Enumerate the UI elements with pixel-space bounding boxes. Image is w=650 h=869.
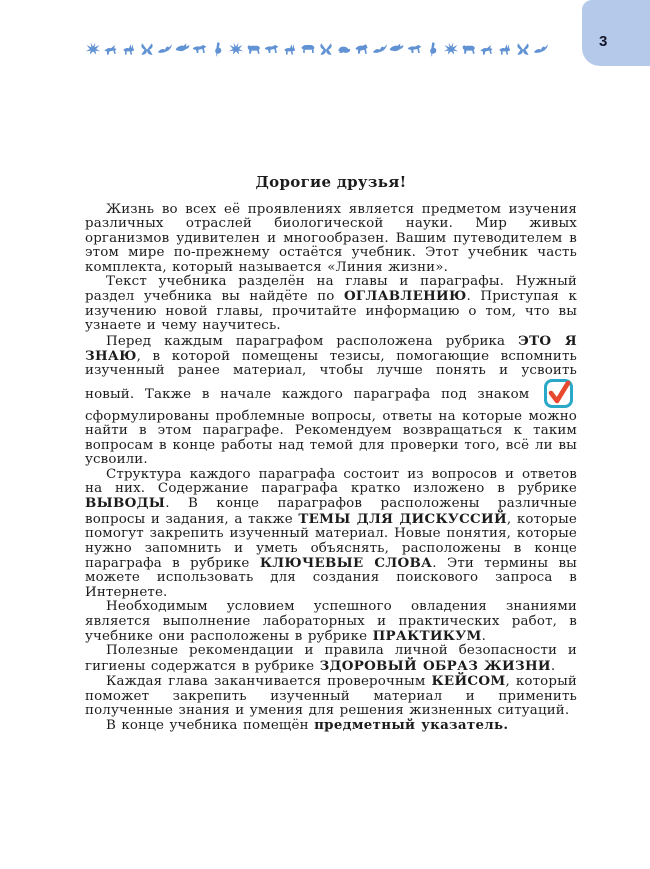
rubric-name: ЭТО Я ЗНАЮ: [85, 332, 577, 365]
spider-icon: [85, 41, 101, 57]
rubric-name: ОГЛАВЛЕНИЮ: [343, 288, 467, 305]
dog-icon: [264, 41, 280, 57]
paragraph: В конце учебника помещён предметный указатель.: [106, 717, 509, 734]
hare-icon: [121, 41, 137, 57]
butterfly-icon: [318, 41, 334, 57]
hare-icon: [282, 41, 298, 57]
kangaroo-icon: [479, 41, 495, 57]
page-number: 3: [599, 33, 608, 50]
page-title: Дорогие друзья!: [255, 173, 407, 191]
chameleon-icon: [336, 41, 352, 57]
rubric-name: КЛЮЧЕВЫЕ СЛОВА: [259, 554, 433, 571]
bull-icon: [461, 41, 477, 57]
paragraph: Жизнь во всех её проявлениях является предметом изучения различных отраслей биологической науки. Мир живых организмов удивителен и многообразен. Вашим путеводителем в этом мире по-прежнему остаётся учебник. Этот учебник часть комплекта, который называется «Линия жизни».: [85, 202, 577, 275]
rubric-name: КЕЙСОМ: [431, 673, 506, 690]
heron-icon: [425, 41, 441, 57]
whale-icon: [175, 41, 191, 57]
paragraph: Текст учебника разделён на главы и параграфы. Нужный раздел учебника вы найдёте по ОГЛАВЛЕНИЮ. Приступая к изучению новой главы, прочитайте информацию о том, что вы узнаете и чему научитесь.: [85, 274, 577, 334]
rubric-name: ТЕМЫ ДЛЯ ДИСКУССИЙ: [298, 510, 507, 527]
rubric-name: ВЫВОДЫ: [85, 495, 166, 512]
butterfly-icon: [139, 41, 155, 57]
butterfly-icon: [515, 41, 531, 57]
animal-silhouettes-frieze: [85, 39, 549, 57]
body-paragraphs: [85, 203, 577, 734]
crab-icon: [443, 41, 459, 57]
page-content: [85, 174, 577, 734]
paragraph: Каждая глава заканчивается проверочным КЕЙСОМ, который поможет закрепить изученный материал и применить полученные знания и умения для решения жизненных ситуаций.: [85, 673, 577, 718]
diving-bird-icon: [533, 41, 549, 57]
whale-icon: [389, 41, 405, 57]
diving-bird-icon: [157, 41, 173, 57]
rubric-name: ПРАКТИКУМ: [372, 627, 482, 644]
paragraph: Необходимым условием успешного овладения знаниями является выполнение лабораторных и практических работ, в учебнике они расположены в рубрике ПРАКТИКУМ.: [85, 599, 577, 644]
rubric-name: ЗДОРОВЫЙ ОБРАЗ ЖИЗНИ: [319, 657, 551, 674]
rubric-name: предметный указатель.: [314, 717, 509, 734]
heron-icon: [210, 41, 226, 57]
crab-icon: [228, 41, 244, 57]
hare-icon: [497, 41, 513, 57]
bison-icon: [300, 41, 316, 57]
bull-icon: [246, 41, 262, 57]
horse-icon: [354, 41, 370, 57]
paragraph: Перед каждым параграфом расположена рубрика ЭТО Я ЗНАЮ, в которой помещены тезисы, помогающие вспомнить изученный ранее материал, чтобы лучше понять и усвоить новый. Также в начале каждого параграфа под знаком сформулированы проблемные вопросы, ответы на которые можно найти в этом параграфе. Рекомендуем возвращаться к таким вопросам в конце работы над темой для проверки того, всё ли вы усвоили.: [85, 332, 577, 468]
page-number-tab: [582, 0, 650, 66]
checkmark-badge-icon: [544, 379, 573, 408]
kangaroo-icon: [103, 41, 119, 57]
paragraph: Полезные рекомендации и правила личной безопасности и гигиены содержатся в рубрике ЗДОРОВЫЙ ОБРАЗ ЖИЗНИ.: [85, 643, 577, 674]
paragraph: Структура каждого параграфа состоит из вопросов и ответов на них. Содержание параграфа кратко изложено в рубрике ВЫВОДЫ. В конце параграфов расположены различные вопросы и задания, а также ТЕМЫ ДЛЯ ДИСКУССИЙ, которые помогут закрепить изученный материал. Новые понятия, которые нужно запомнить и уметь объяснять, расположены в конце параграфа в рубрике КЛЮЧЕВЫЕ СЛОВА. Эти термины вы можете использовать для создания поискового запроса в Интернете.: [85, 466, 577, 600]
fox-icon: [407, 41, 423, 57]
diving-bird-icon: [372, 41, 388, 57]
fox-icon: [192, 41, 208, 57]
